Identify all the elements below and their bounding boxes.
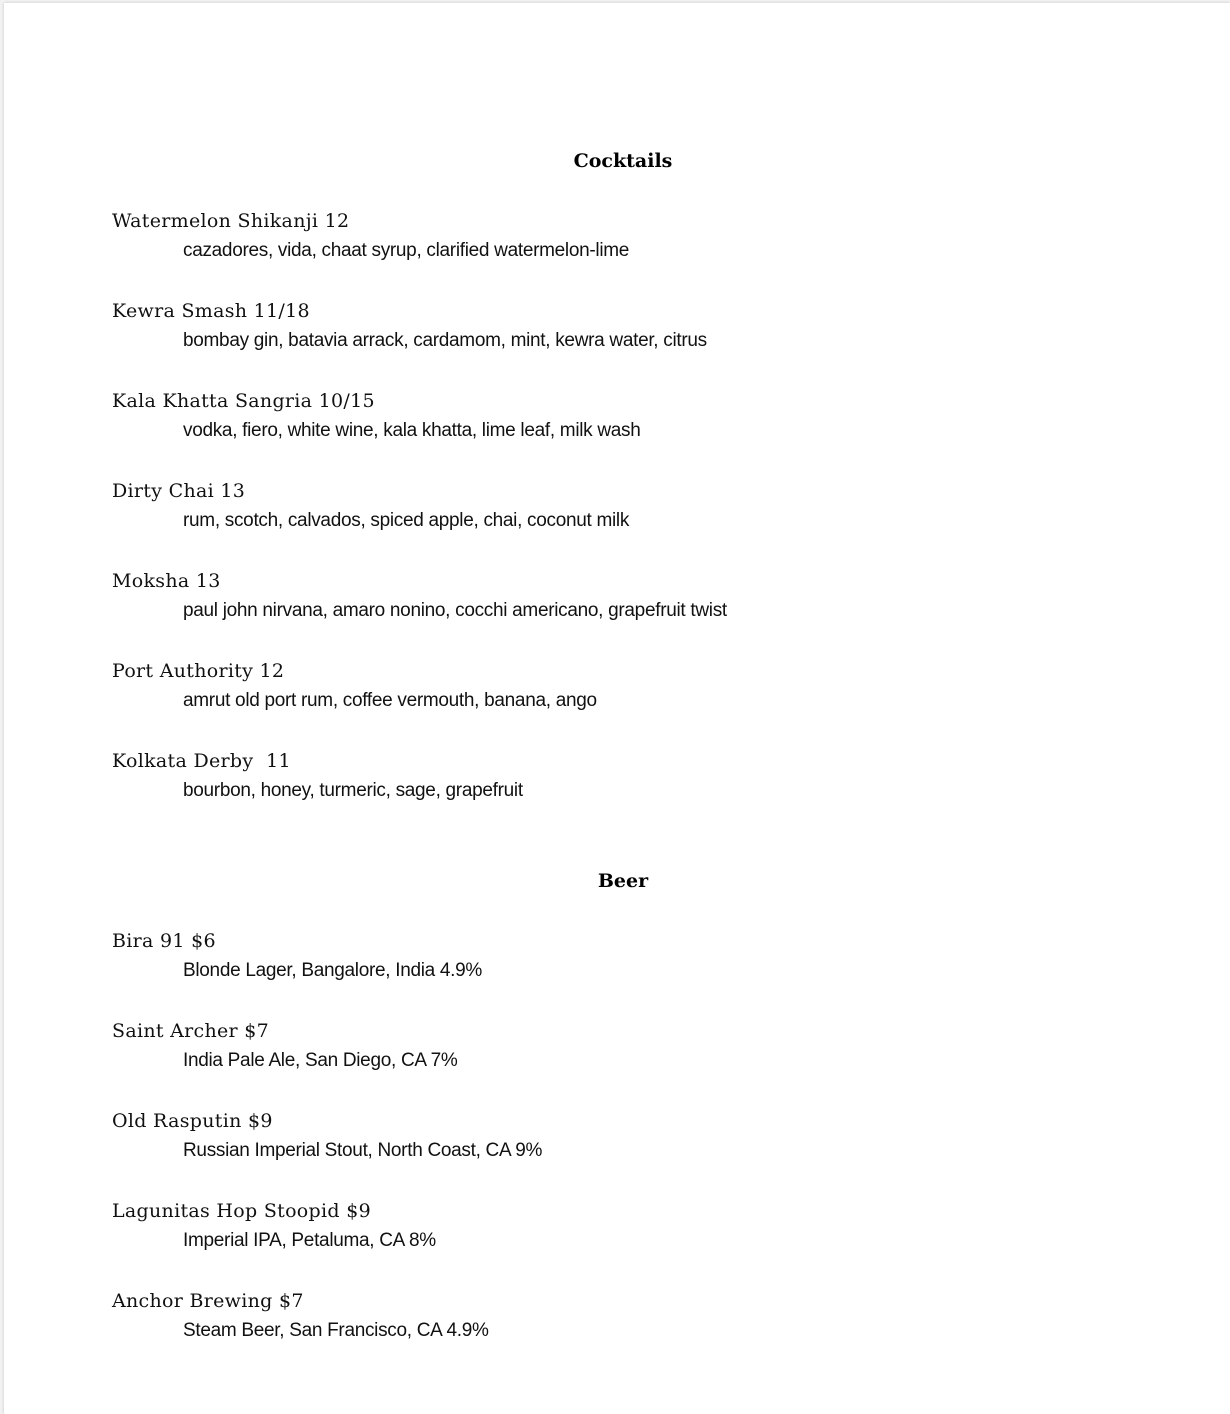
menu-item-title: Saint Archer $7 xyxy=(112,1020,270,1042)
menu-item xyxy=(4,1195,1230,1285)
menu-item-description: Russian Imperial Stout, North Coast, CA 9% xyxy=(183,1140,543,1161)
menu-item-description: India Pale Ale, San Diego, CA 7% xyxy=(183,1050,458,1071)
menu-item-description: amrut old port rum, coffee vermouth, banana, ango xyxy=(183,690,597,711)
menu-item-title: Kala Khatta Sangria 10/15 xyxy=(112,390,375,412)
menu-item xyxy=(4,205,1230,295)
menu-item-description: paul john nirvana, amaro nonino, cocchi americano, grapefruit twist xyxy=(183,600,727,621)
menu-item-description: Steam Beer, San Francisco, CA 4.9% xyxy=(183,1320,489,1341)
document-page xyxy=(4,3,1230,1414)
menu-item-description: Imperial IPA, Petaluma, CA 8% xyxy=(183,1230,436,1251)
menu-item-description: bourbon, honey, turmeric, sage, grapefruit xyxy=(183,780,523,801)
menu-item-title: Dirty Chai 13 xyxy=(112,480,246,502)
menu-item xyxy=(4,1015,1230,1105)
menu-item-title: Lagunitas Hop Stoopid $9 xyxy=(112,1200,371,1222)
beer-section xyxy=(4,865,1230,1375)
menu-item xyxy=(4,925,1230,1015)
menu-item-title: Port Authority 12 xyxy=(112,660,285,682)
section-heading-beer: Beer xyxy=(597,870,649,892)
menu-item xyxy=(4,1285,1230,1375)
menu-item xyxy=(4,1105,1230,1195)
menu-item xyxy=(4,385,1230,475)
cocktails-list xyxy=(4,205,1230,835)
beer-list xyxy=(4,925,1230,1375)
menu-item-title: Anchor Brewing $7 xyxy=(112,1290,304,1312)
menu-item-description: vodka, fiero, white wine, kala khatta, lime leaf, milk wash xyxy=(183,420,641,441)
menu-item-description: cazadores, vida, chaat syrup, clarified watermelon-lime xyxy=(183,240,630,261)
cocktails-section xyxy=(4,145,1230,835)
menu-item-title: Moksha 13 xyxy=(112,570,221,592)
menu-item xyxy=(4,475,1230,565)
menu-item-description: bombay gin, batavia arrack, cardamom, mint, kewra water, citrus xyxy=(183,330,707,351)
menu-item-description: Blonde Lager, Bangalore, India 4.9% xyxy=(183,960,483,981)
menu-item xyxy=(4,295,1230,385)
menu-item-title: Bira 91 $6 xyxy=(112,930,216,952)
section-heading-cocktails: Cocktails xyxy=(573,150,673,172)
menu-item xyxy=(4,655,1230,745)
menu-item-title: Kewra Smash 11/18 xyxy=(112,300,310,322)
menu-item xyxy=(4,745,1230,835)
menu-item-description: rum, scotch, calvados, spiced apple, chai, coconut milk xyxy=(183,510,630,531)
menu-item-title: Kolkata Derby 11 xyxy=(112,750,291,772)
menu-item xyxy=(4,565,1230,655)
menu-item-title: Watermelon Shikanji 12 xyxy=(112,210,350,232)
menu-item-title: Old Rasputin $9 xyxy=(112,1110,273,1132)
